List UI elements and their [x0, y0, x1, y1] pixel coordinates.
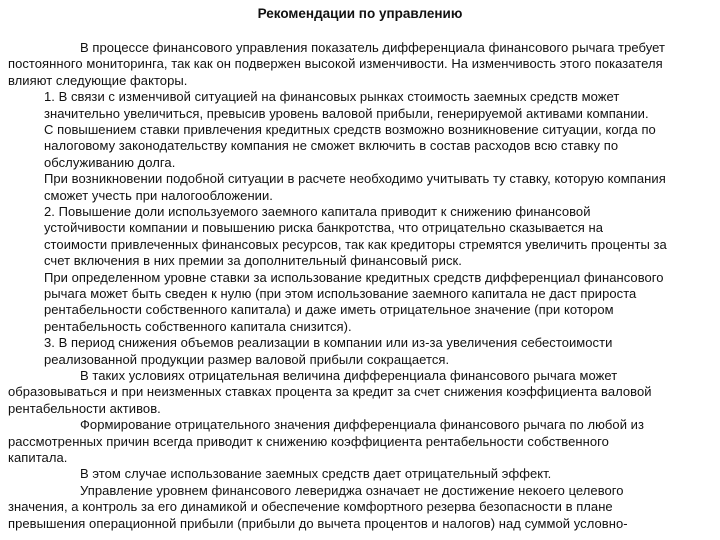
page-title: Рекомендации по управлению	[257, 6, 463, 21]
text-line: рассмотренных причин всегда приводит к снижению коэффициента рентабельности собственного	[8, 433, 609, 449]
text-line: сможет учесть при налогообложении.	[44, 187, 273, 203]
text-line: устойчивости компании и повышению риска банкротства, что отрицательно сказывается на	[44, 220, 604, 236]
text-line: счет включения в них премии за дополнительный финансовый риск.	[44, 253, 462, 269]
text-line: 2. Повышение доли используемого заемного капитала приводит к снижению финансовой	[44, 204, 591, 219]
text-line: капитала.	[8, 450, 68, 465]
text-line: стоимости привлеченных финансовых ресурсов, так как кредиторы стремятся увеличить проценты за	[44, 236, 667, 252]
text-line: С повышением ставки привлечения кредитных средств возможно возникновение ситуации, когда по	[44, 122, 656, 137]
text-line: образовываться и при неизменных ставках процента за кредит за счет снижения коэффициента валовой	[8, 384, 652, 400]
text-line: налоговому законодательству компания не сможет включить в состав расходов всю ставку по	[44, 138, 619, 154]
text-line: рычага может быть сведен к нулю (при этом использование заемного капитала не даст прироста	[44, 286, 637, 301]
text-line: рентабельности активов.	[8, 400, 161, 416]
text-line: рентабельности собственного капитала) и даже иметь отрицательное значение (при котором	[44, 302, 614, 318]
text-line: 3. В период снижения объемов реализации в компании или из-за увеличения себестоимости	[44, 335, 613, 351]
text-line: значительно увеличиться, превысив уровень валовой прибыли, генерируемой активами компании.	[44, 105, 649, 121]
text-line: В процессе финансового управления показатель дифференциала финансового рычага требует	[80, 40, 666, 55]
text-line: 1. В связи с изменчивой ситуацией на финансовых рынках стоимость заемных средств может	[44, 89, 620, 105]
text-line: постоянного мониторинга, так как он подвержен высокой изменчивости. На изменчивость этого показателя	[8, 56, 663, 72]
text-line: превышения операционной прибыли (прибыли до вычета процентов и налогов) над суммой условно-	[8, 515, 628, 531]
text-line: В этом случае использование заемных средств дает отрицательный эффект.	[80, 466, 552, 482]
text-line: влияют следующие факторы.	[8, 72, 188, 88]
text-line: В таких условиях отрицательная величина дифференциала финансового рычага может	[80, 368, 618, 383]
text-line: обслуживанию долга.	[44, 154, 176, 170]
text-line: При возникновении подобной ситуации в расчете необходимо учитывать ту ставку, которую компания	[44, 171, 666, 187]
text-line: рентабельность собственного капитала снизится).	[44, 318, 352, 334]
text-line: Формирование отрицательного значения дифференциала финансового рычага по любой из	[80, 417, 645, 433]
text-line: Управление уровнем финансового левериджа означает не достижение некоего целевого	[80, 482, 624, 498]
text-line: реализованной продукции размер валовой прибыли сокращается.	[44, 351, 450, 367]
text-line: При определенном уровне ставки за использование кредитных средств дифференциал финансового	[44, 269, 664, 285]
text-line: значения, а контроль за его динамикой и обеспечение комфортного резерва безопасности в плане	[8, 499, 613, 515]
